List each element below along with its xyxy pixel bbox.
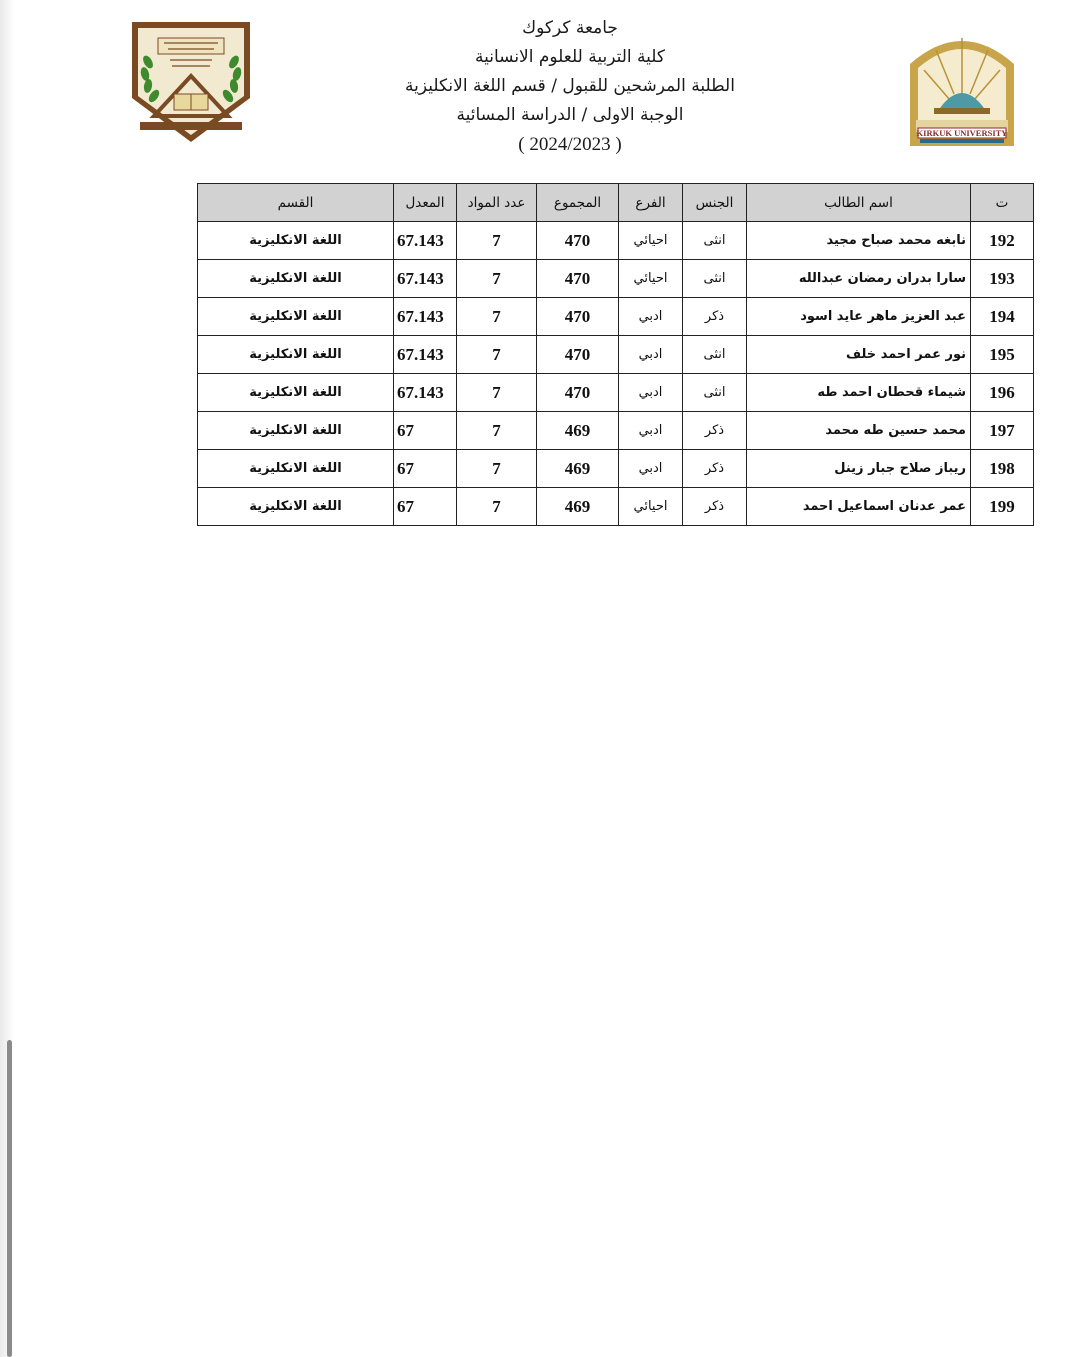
col-total: المجموع [537,184,619,222]
cell-branch: ادبي [619,374,683,412]
cell-department: اللغة الانكليزية [198,488,394,526]
cell-total: 470 [537,374,619,412]
cell-seq: 197 [971,412,1034,450]
table-row [198,450,1034,488]
cell-branch: احيائي [619,488,683,526]
table-row [198,336,1034,374]
university-name: جامعة كركوك [522,18,618,38]
cell-total: 469 [537,412,619,450]
document-header [380,14,760,159]
cell-gender: انثى [683,336,747,374]
cell-name: عمر عدنان اسماعيل احمد [747,488,971,526]
cell-subjects: 7 [457,488,537,526]
kirkuk-university-logo [906,24,1018,148]
cell-seq: 194 [971,298,1034,336]
college-logo-icon [124,18,258,146]
cell-department: اللغة الانكليزية [198,298,394,336]
cell-average: 67.143 [394,298,457,336]
cell-branch: ادبي [619,336,683,374]
cell-seq: 195 [971,336,1034,374]
col-branch: الفرع [619,184,683,222]
cell-seq: 193 [971,260,1034,298]
table-row [198,222,1034,260]
cell-department: اللغة الانكليزية [198,450,394,488]
cell-total: 470 [537,336,619,374]
cell-department: اللغة الانكليزية [198,260,394,298]
svg-text:KIRKUK UNIVERSITY: KIRKUK UNIVERSITY [916,128,1008,138]
cell-seq: 196 [971,374,1034,412]
cell-subjects: 7 [457,298,537,336]
cell-total: 470 [537,298,619,336]
cell-gender: انثى [683,222,747,260]
cell-average: 67.143 [394,374,457,412]
col-subjects: عدد المواد [457,184,537,222]
cell-gender: ذكر [683,450,747,488]
cell-average: 67.143 [394,260,457,298]
cell-branch: احيائي [619,222,683,260]
cell-subjects: 7 [457,260,537,298]
cell-department: اللغة الانكليزية [198,412,394,450]
cell-name: شيماء قحطان احمد طه [747,374,971,412]
cell-average: 67 [394,450,457,488]
table-header-row [198,184,1034,222]
table-row [198,374,1034,412]
candidates-table [197,183,1034,526]
cell-average: 67 [394,412,457,450]
col-gender: الجنس [683,184,747,222]
cell-subjects: 7 [457,412,537,450]
cell-department: اللغة الانكليزية [198,222,394,260]
cell-name: عبد العزيز ماهر عايد اسود [747,298,971,336]
cell-gender: انثى [683,260,747,298]
cell-seq: 192 [971,222,1034,260]
scrollbar[interactable] [7,1040,12,1357]
list-title: الطلبة المرشحين للقبول / قسم اللغة الانكليزية [405,76,735,96]
cell-branch: ادبي [619,450,683,488]
college-of-education-logo [124,18,258,146]
cell-name: محمد حسين طه محمد [747,412,971,450]
table-row [198,488,1034,526]
cell-total: 469 [537,450,619,488]
col-department: القسم [198,184,394,222]
college-name: كلية التربية للعلوم الانسانية [475,47,665,67]
table-row [198,260,1034,298]
col-average: المعدل [394,184,457,222]
cell-gender: ذكر [683,412,747,450]
col-seq: ت [971,184,1034,222]
cell-gender: ذكر [683,488,747,526]
university-logo-icon [906,24,1018,148]
table-row [198,298,1034,336]
cell-total: 470 [537,260,619,298]
cell-name: نابغه محمد صباح مجيد [747,222,971,260]
cell-name: سارا بدران رمضان عبدالله [747,260,971,298]
cell-average: 67.143 [394,222,457,260]
cell-department: اللغة الانكليزية [198,336,394,374]
batch-title: الوجبة الاولى / الدراسة المسائية [456,105,684,125]
cell-seq: 199 [971,488,1034,526]
col-name: اسم الطالب [747,184,971,222]
cell-name: نور عمر احمد خلف [747,336,971,374]
cell-total: 469 [537,488,619,526]
cell-department: اللغة الانكليزية [198,374,394,412]
cell-subjects: 7 [457,336,537,374]
cell-subjects: 7 [457,222,537,260]
candidates-table-wrapper [197,183,1033,526]
cell-branch: ادبي [619,412,683,450]
cell-subjects: 7 [457,450,537,488]
cell-average: 67 [394,488,457,526]
academic-year: ( 2024/2023 ) [518,134,622,155]
cell-name: ريباز صلاح جبار زينل [747,450,971,488]
cell-average: 67.143 [394,336,457,374]
cell-total: 470 [537,222,619,260]
cell-seq: 198 [971,450,1034,488]
cell-branch: احيائي [619,260,683,298]
cell-gender: ذكر [683,298,747,336]
cell-branch: ادبي [619,298,683,336]
cell-gender: انثى [683,374,747,412]
cell-subjects: 7 [457,374,537,412]
table-row [198,412,1034,450]
